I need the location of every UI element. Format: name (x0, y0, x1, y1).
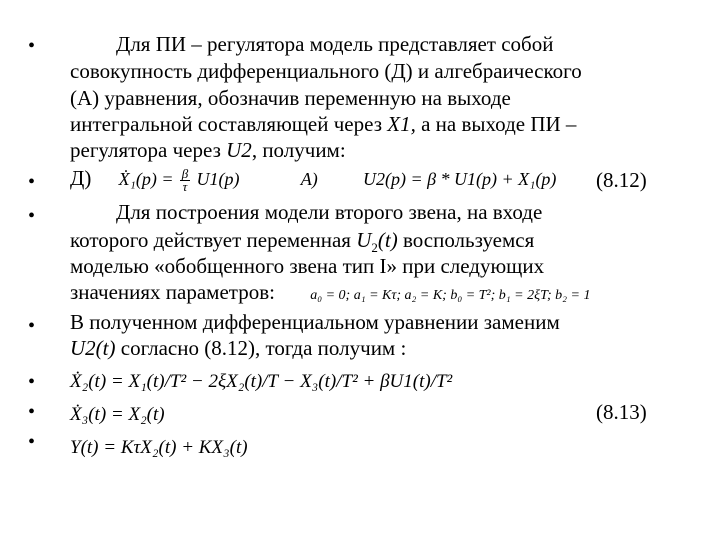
variable: (t) (377, 228, 398, 252)
frac-num: β (181, 165, 189, 181)
equation-8-13-line2: Ẋ₃(t) = X₂(t) (70, 404, 165, 425)
paragraph-line: Для ПИ – регулятора модель представляет собой (116, 32, 554, 56)
parameters-formula: a₀ = 0; a₁ = Kτ; a₂ = K; b₀ = T²; b₁ = 2ξT; b₂ = 1 (310, 288, 591, 303)
paragraph-line: совокупность дифференциального (Д) и алгебраического (70, 59, 582, 83)
text: , получим: (251, 138, 346, 162)
paragraph-line (70, 112, 576, 136)
paragraph-line: (А) уравнения, обозначив переменную на выходе (70, 86, 511, 110)
variable: U (356, 228, 372, 252)
equation-number: (8.13) (596, 400, 647, 424)
equation-number: (8.12) (596, 168, 647, 192)
eq-d-lhs: Ẋ₁(p) = (118, 169, 174, 189)
equation-8-12 (70, 166, 556, 193)
text: значениях параметров: (70, 280, 275, 304)
equation-8-13-line3: Y(t) = KτX₂(t) + KX₃(t) (70, 437, 248, 458)
eq-a: U2(p) = β * U1(p) + X₁(p) (362, 169, 557, 189)
eq-label-d: Д) (70, 166, 92, 190)
paragraph-line (70, 336, 406, 360)
variable: U2(t) (70, 336, 116, 360)
bullet: • (28, 431, 36, 453)
variable: U2 (226, 138, 252, 162)
text: воспользуемся (397, 228, 535, 252)
eq-label-a: А) (300, 169, 318, 189)
eq-d-rhs: U1(p) (196, 169, 240, 189)
frac-den: τ (182, 178, 188, 194)
bullet: • (28, 205, 36, 227)
fraction-beta-tau (180, 165, 190, 194)
text: регулятора через (70, 138, 227, 162)
paragraph-line (70, 138, 346, 162)
bullet: • (28, 315, 36, 337)
text: согласно (8.12), тогда получим : (115, 336, 407, 360)
text: интегральной составляющей через (70, 112, 388, 136)
paragraph-line (70, 280, 590, 308)
equation-8-13-line1: Ẋ₂(t) = X₁(t)/T² − 2ξX₂(t)/T − X₃(t)/T² + βU1(t)/T² (70, 371, 453, 392)
subscript: 2 (371, 240, 378, 256)
bullet: • (28, 171, 36, 193)
variable: X1, (387, 112, 416, 136)
paragraph-line: В полученном дифференциальном уравнении заменим (70, 310, 560, 334)
paragraph-line: Для построения модели второго звена, на входе (116, 200, 543, 224)
paragraph-line: моделью «обобщенного звена тип I» при следующих (70, 254, 545, 278)
text: а на выходе ПИ – (415, 112, 577, 136)
text: которого действует переменная (70, 228, 357, 252)
bullet: • (28, 371, 36, 393)
bullet: • (28, 35, 36, 57)
bullet: • (28, 401, 36, 423)
